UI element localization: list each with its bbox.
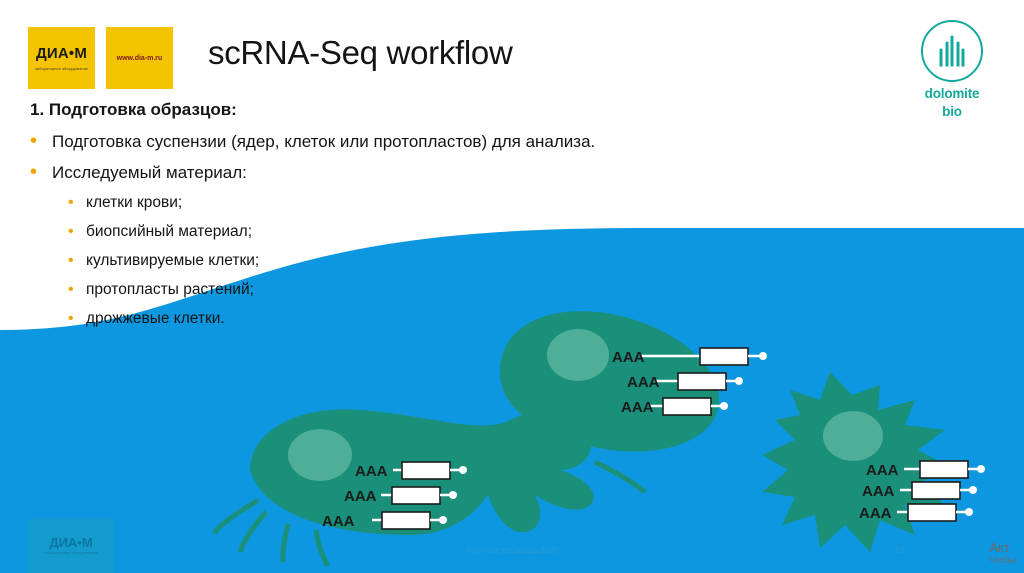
footer-logo-subtitle: лабораторное оборудование (44, 549, 98, 555)
mrna-label: AAA (344, 488, 377, 505)
bullet-marker-icon: • (68, 194, 74, 211)
list-item-label: Подготовка суспензии (ядер, клеток или протопластов) для анализа. (52, 132, 596, 151)
bullet-marker-icon: • (68, 223, 74, 240)
mrna-label: AAA (621, 399, 654, 416)
footer-page-number: 17 (895, 546, 904, 555)
list-item (30, 132, 850, 152)
logo-site (106, 27, 173, 89)
mrna-label: AAA (862, 483, 895, 500)
dolomite-bars-icon (940, 36, 965, 67)
dolomite-name-line1: dolomite (924, 86, 980, 101)
logo-diam-brand: ДИА•М (35, 45, 88, 62)
list-item-label: культивируемые клетки; (86, 252, 260, 269)
mrna-label: AAA (866, 462, 899, 479)
list-item (30, 281, 850, 299)
logo-diam (28, 27, 95, 89)
list-item (30, 252, 850, 270)
logo-site-url: www.dia-m.ru (116, 54, 163, 62)
mrna-label: AAA (627, 374, 660, 391)
logo-dolomite-bio (906, 20, 998, 118)
list-item-label: протопласты растений; (86, 281, 254, 298)
windows-activation-notice (989, 541, 1016, 567)
list-item (30, 310, 850, 328)
list-item-label: биопсийный материал; (86, 223, 253, 240)
section-heading: 1. Подготовка образцов: (30, 100, 237, 119)
mrna-label: AAA (859, 505, 892, 522)
list-item (30, 223, 850, 241)
bullet-marker-icon: • (68, 310, 74, 327)
activation-line1: Акт (989, 540, 1010, 555)
dolomite-circle-icon (921, 20, 983, 82)
logo-diam-subtitle: лабораторное оборудование (34, 67, 89, 71)
slide-body (30, 100, 850, 339)
bullet-marker-icon: • (68, 252, 74, 269)
bullet-marker-icon: • (68, 281, 74, 298)
mrna-label: AAA (322, 513, 355, 530)
footer-center-text: Научные вебинары 2020 (466, 546, 558, 555)
dolomite-name-line2: bio (942, 104, 962, 119)
activation-line2: Чтобы (989, 555, 1016, 565)
list-item-label: дрожжевые клетки. (86, 310, 225, 327)
bullet-marker-icon: • (30, 161, 38, 183)
bullet-marker-icon: • (30, 130, 38, 152)
list-item-label: клетки крови; (86, 194, 183, 211)
page-title: scRNA-Seq workflow (208, 34, 513, 71)
list-item-label: Исследуемый материал: (52, 163, 247, 182)
mrna-label: AAA (355, 463, 388, 480)
list-item (30, 194, 850, 212)
footer-logo-brand: ДИА•М (49, 534, 93, 550)
list-item (30, 163, 850, 183)
mrna-label: AAA (612, 349, 645, 366)
